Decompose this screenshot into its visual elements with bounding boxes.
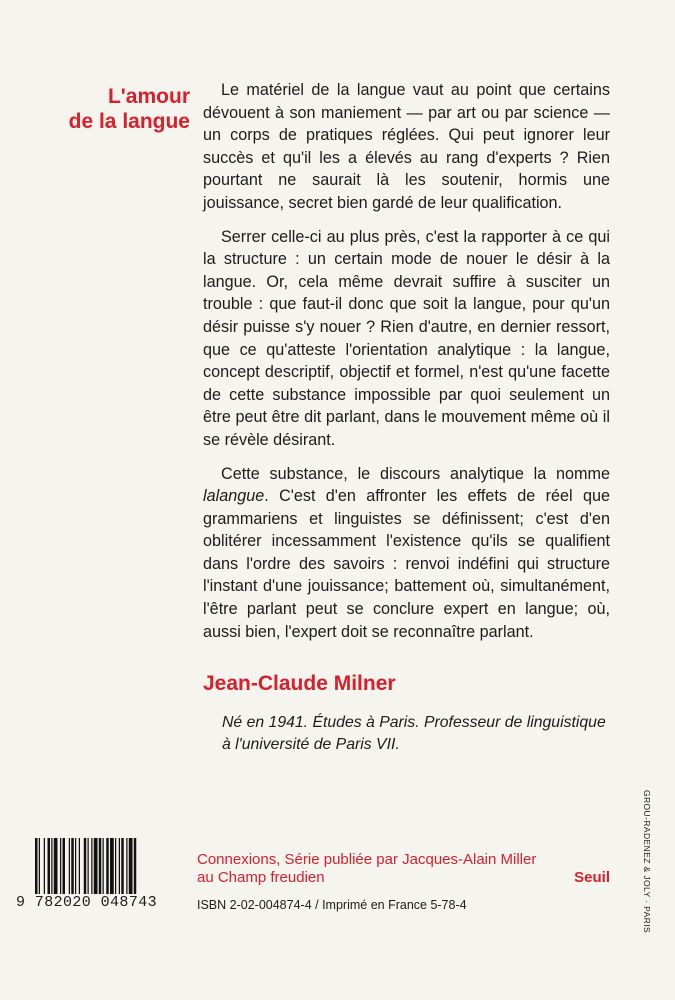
title-line-1: L'amour — [107, 85, 190, 108]
blurb-paragraph-1: Le matériel de la langue vaut au point que certains dévouent à son maniement — par art ou par science — un corps de pratiques réglées. Qui peut ignorer leur succès et qu'il les a élevés au rang d'experts ? Rien pourtant ne saurait là les soutenir, hormis une jouissance, secret bien gardé de leur qualification. — [203, 81, 610, 212]
isbn-line: ISBN 2-02-004874-4 / Imprimé en France 5-78-4 — [197, 898, 467, 912]
series-credit — [197, 851, 610, 887]
lalangue-term: lalangue — [203, 487, 265, 506]
series-line-2: au Champ freudien — [197, 869, 325, 886]
paragraph-3-end: . C'est d'en affronter les effets de réel que grammariens et linguistes se définissent; c'est d'en oblitérer incessamment l'existence qu'ils se qualifient dans l'ordre des savoirs : renvoi indéfini qui structure l'instant d'une jouissance; battement où, simultanément, l'être parlant peut se conclure expert en langue; où, aussi bien, l'expert doit se reconnaître parlant. — [203, 487, 610, 641]
blurb-paragraph-2: Serrer celle-ci au plus près, c'est la rapporter à ce qui la structure : un certain mode de nouer le désir à la langue. Or, cela même devrait suffire à susciter un trouble : que faut-il donc que soit la langue, pour qu'un désir puisse s'y nouer ? Rien d'autre, en dernier ressort, que ce qu'atteste l'orientation analytique : la langue, concept descriptif, objectif et formel, n'est qu'une facette de cette substance impossible par quoi seulement un être peut être dit parlant, dans le mouvement même où il se révèle désirant. — [203, 227, 610, 449]
blurb-text — [203, 79, 610, 654]
book-title — [60, 84, 190, 134]
author-bio: Né en 1941. Études à Paris. Professeur de linguistique à l'université de Paris VII. — [222, 714, 606, 753]
printer-credit-text: GROU-RADENEZ & JOLY · PARIS — [642, 790, 652, 934]
printer-credit — [640, 790, 654, 934]
publisher-name: Seuil — [574, 869, 610, 886]
barcode-image — [34, 838, 182, 900]
barcode-number: 9 782020 048743 — [14, 894, 196, 911]
author-name: Jean-Claude Milner — [203, 672, 396, 695]
blurb-paragraph-3 — [203, 463, 610, 644]
paragraph-3-start: Cette substance, le discours analytique la nomme — [221, 464, 610, 483]
series-line-1: Connexions, Série publiée par Jacques-Alain Miller — [197, 851, 537, 868]
title-line-2: de la langue — [68, 110, 190, 133]
